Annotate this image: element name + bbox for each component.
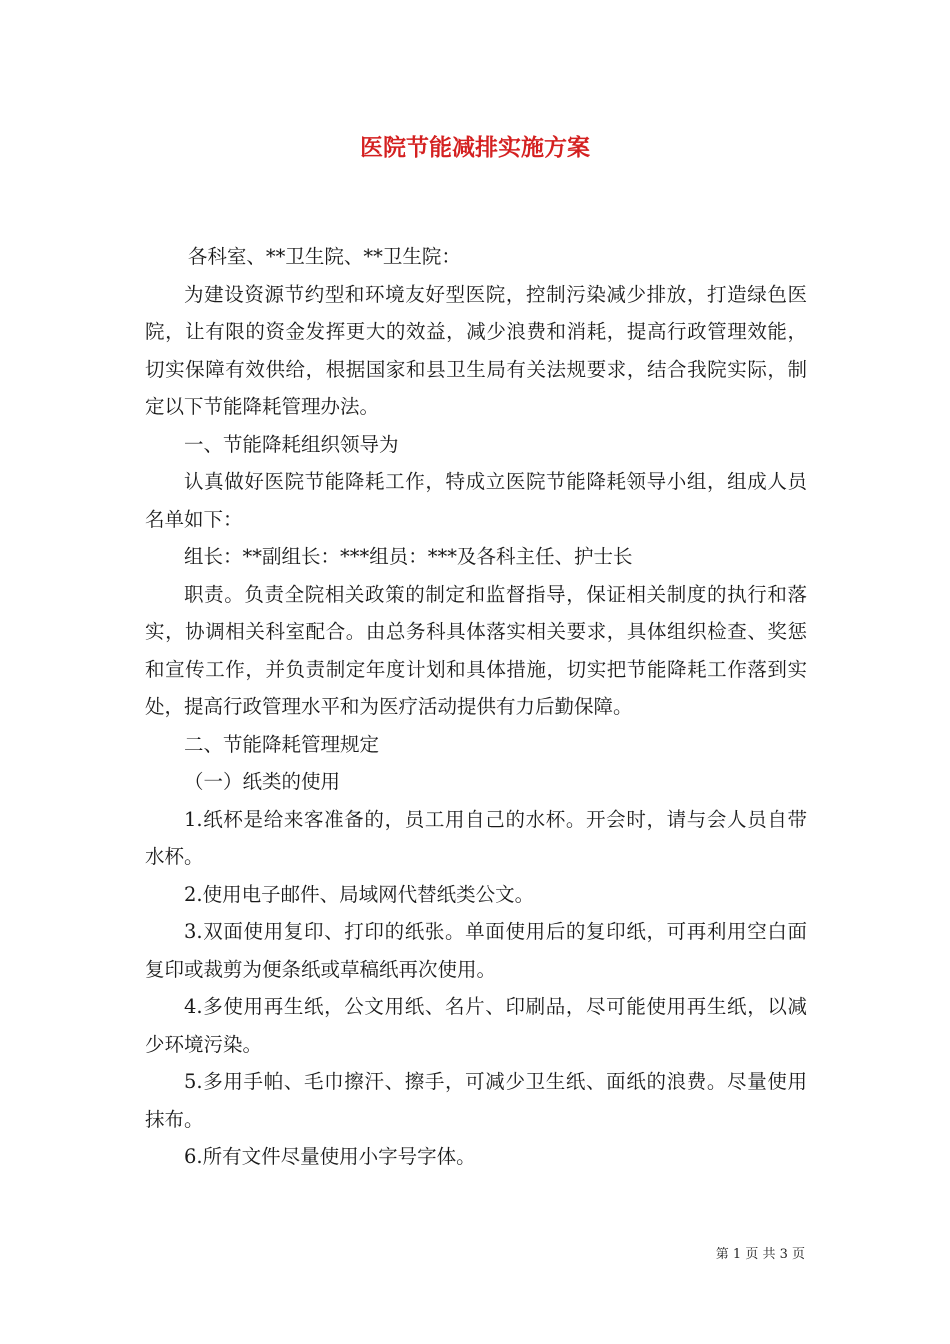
- list-item: 1.纸杯是给来客准备的，员工用自己的水杯。开会时，请与会人员自带水杯。: [145, 807, 807, 868]
- members-paragraph: 组长：**副组长：***组员：***及各科主任、护士长: [184, 545, 633, 568]
- intro-paragraph: 为建设资源节约型和环境友好型医院，控制污染减少排放，打造绿色医院，让有限的资金发挥更大的效益，减少浪费和消耗，提高行政管理效能，切实保障有效供给，根据国家和县卫生局有关法规要求，结合我院实际，制定以下节能降耗管理办法。: [145, 282, 807, 418]
- subsection-heading-1: （一）纸类的使用: [184, 770, 341, 793]
- document-title: 医院节能减排实施方案: [360, 134, 590, 161]
- list-item: 4.多使用再生纸，公文用纸、名片、印刷品，尽可能使用再生纸，以减少环境污染。: [145, 995, 807, 1056]
- section-heading-1: 一、节能降耗组织领导为: [184, 432, 399, 456]
- list-item: 6.所有文件尽量使用小字号字体。: [184, 1145, 476, 1168]
- duties-paragraph: 职责。负责全院相关政策的制定和监督指导，保证相关制度的执行和落实，协调相关科室配合。由总务科具体落实相关要求，具体组织检查、奖惩和宣传工作，并负责制定年度计划和具体措施，切实把节能降耗工作落到实处，提高行政管理水平和为医疗活动提供有力后勤保障。: [145, 582, 807, 718]
- body-paragraph: 认真做好医院节能降耗工作，特成立医院节能降耗领导小组，组成人员名单如下：: [145, 470, 807, 531]
- list-item: 2.使用电子邮件、局域网代替纸类公文。: [184, 882, 535, 906]
- list-item: 5.多用手帕、毛巾擦汗、擦手，可减少卫生纸、面纸的浪费。尽量使用抹布。: [145, 1070, 807, 1131]
- list-item: 3.双面使用复印、打印的纸张。单面使用后的复印纸，可再利用空白面复印或裁剪为便条纸或草稿纸再次使用。: [145, 920, 807, 981]
- section-heading-2: 二、节能降耗管理规定: [184, 732, 380, 756]
- document-body: [145, 238, 807, 1176]
- salutation-paragraph: 各科室、**卫生院、**卫生院：: [187, 245, 461, 268]
- page-number-footer: 第 1 页 共 3 页: [715, 1247, 805, 1262]
